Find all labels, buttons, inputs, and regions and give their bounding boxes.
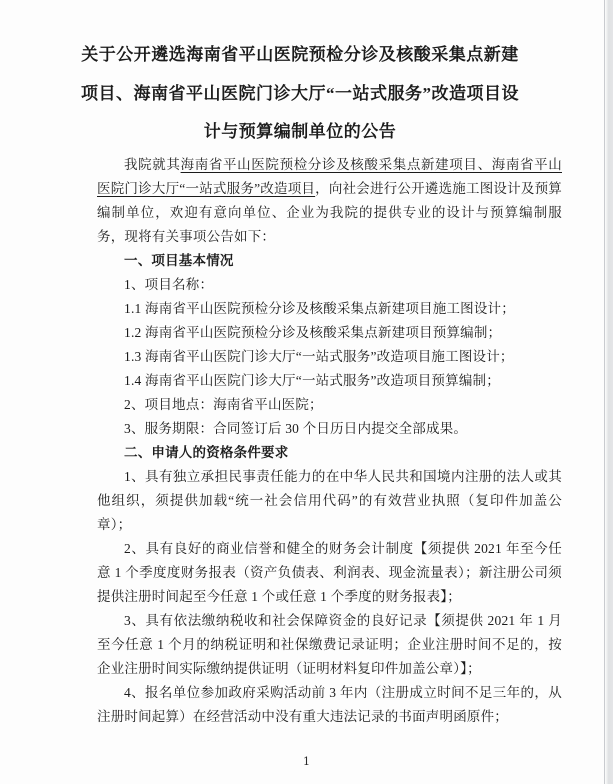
section1-item-1-4: 1.4 海南省平山医院门诊大厅“一站式服务”改造项目预算编制； <box>124 372 500 388</box>
page-number: 1 <box>303 755 310 768</box>
section2-requirement-2: 2、具有良好的商业信誉和健全的财务会计制度【须提供 2021 年至今任意 1 个季度度财务报表（资产负债表、利润表、现金流量表）；新注册公司须提供注册时间起至今任意 1 个或任意 1 个季度的财务报表】； <box>97 540 562 604</box>
section2-heading: 二、申请人的资格条件要求 <box>124 444 289 460</box>
intro-prefix: 我院就其 <box>124 156 181 172</box>
intro-suffix: ，向社会进行公开遴选施工图设计及预算编制单位，欢迎有意向单位、企业为我院的提供专业的设计与预算编制服务，现将有关事项公告如下： <box>97 180 562 244</box>
section2-requirement-4: 4、报名单位参加政府采购活动前 3 年内（注册成立时间不足三年的，从注册时间起算）在经营活动中没有重大违法记录的书面声明函原件； <box>97 684 562 724</box>
intro-paragraph <box>97 153 562 249</box>
section2-requirement-1: 1、具有独立承担民事责任能力的在中华人民共和国境内注册的法人或其他组织，须提供加载“统一社会信用代码”的有效营业执照（复印件加盖公章）； <box>97 468 562 532</box>
section2-requirement-3: 3、具有依法缴纳税收和社会保障资金的良好记录【须提供 2021 年 1 月至今任意 1 个月的纳税证明和社保缴费记录证明；企业注册时间不足的，按企业注册时间实际缴纳提供证明（证明材料复印件加盖公章）】； <box>97 612 562 676</box>
section1-item-1-2: 1.2 海南省平山医院预检分诊及核酸采集点新建项目预算编制； <box>124 324 502 340</box>
intro-underlined-project-names: 海南省平山医院预检分诊及核酸采集点新建项目、海南省平山医院门诊大厅“一站式服务”改造项目 <box>97 156 562 196</box>
section1-item-1-3: 1.3 海南省平山医院门诊大厅“一站式服务”改造项目施工图设计； <box>124 348 514 364</box>
document-title: 关于公开遴选海南省平山医院预检分诊及核酸采集点新建项目、海南省平山医院门诊大厅“一站式服务”改造项目设计与预算编制单位的公告 <box>81 45 519 141</box>
section1-heading: 一、项目基本情况 <box>124 252 234 268</box>
section1-item-1-1: 1.1 海南省平山医院预检分诊及核酸采集点新建项目施工图设计； <box>124 300 515 316</box>
section1-item-project-name-label: 1、项目名称： <box>124 276 214 292</box>
scan-edge-artifact <box>604 0 613 784</box>
section1-item-service-term: 3、服务期限：合同签订后 30 个日历日内提交全部成果。 <box>124 420 468 436</box>
section1-item-project-location: 2、项目地点：海南省平山医院； <box>124 396 323 412</box>
